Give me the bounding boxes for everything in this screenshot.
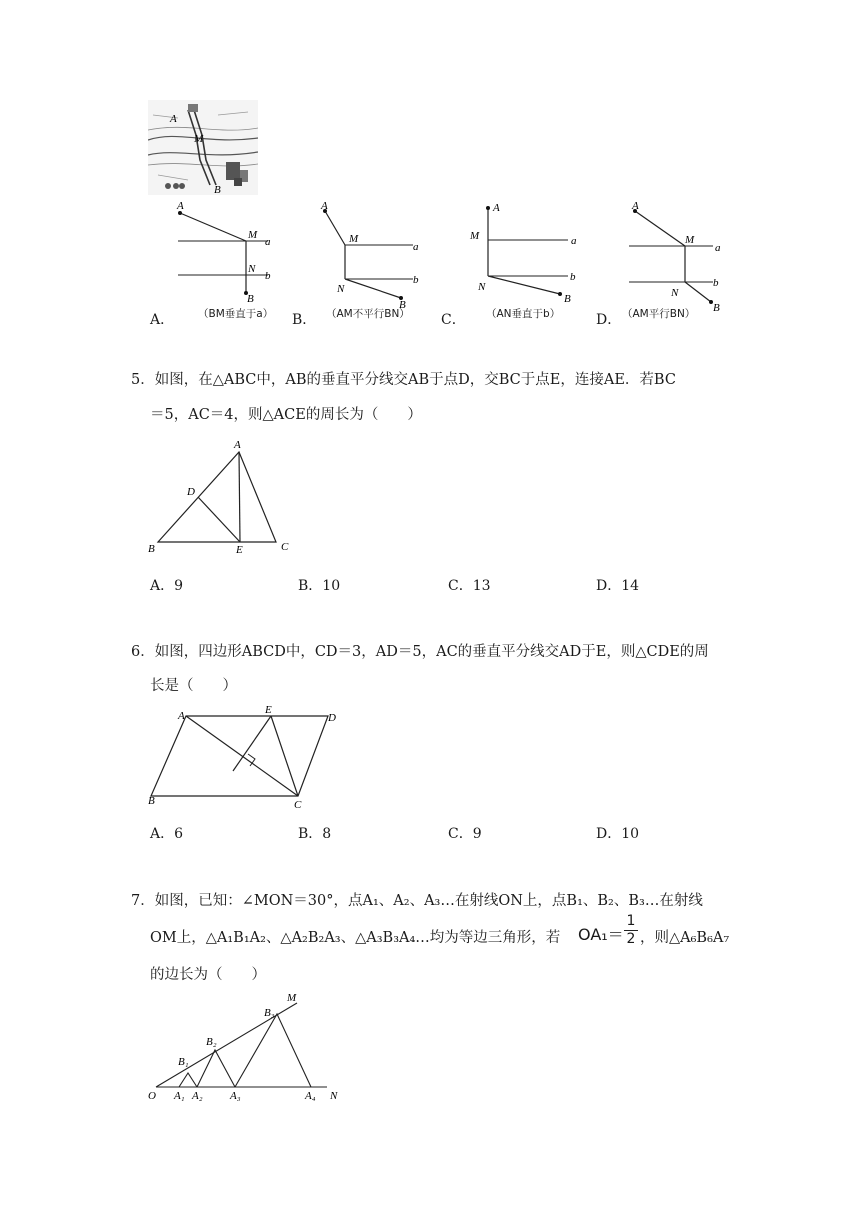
label-m: M <box>248 229 258 241</box>
label-e: E <box>265 704 272 716</box>
q5-option-a: A．9 <box>150 578 184 594</box>
label-line-b: b <box>265 270 271 282</box>
label-a1: A₁ <box>174 1090 185 1102</box>
label-b2: B₂ <box>206 1036 217 1048</box>
q7-stem-line1: 7．如图，已知：∠MON＝30°，点A₁、A₂、A₃…在射线ON上，点B₁、B₂、B₃…在射线 <box>131 893 703 909</box>
q5-option-b: B．10 <box>298 578 341 594</box>
label-line-b: b <box>413 274 419 286</box>
label-b3: B₃ <box>264 1007 275 1019</box>
label-d: D <box>187 486 195 498</box>
label-m: M <box>470 230 480 242</box>
q4-option-a-letter: A． <box>150 312 175 328</box>
label-line-a: a <box>715 242 721 254</box>
label-a: A <box>234 439 241 451</box>
label-n: N <box>337 283 345 295</box>
label-c: C <box>281 541 289 553</box>
label-a: A <box>321 200 328 212</box>
label-n: N <box>330 1090 338 1102</box>
label-n: N <box>248 263 256 275</box>
photo-label-a: A <box>170 113 177 125</box>
q4-option-c-letter: C． <box>441 312 466 328</box>
q7-fraction <box>624 914 638 947</box>
q4-option-b-caption: （AM不平行BN） <box>326 308 410 320</box>
label-line-a: a <box>265 236 271 248</box>
label-a4: A₄ <box>305 1090 316 1102</box>
label-a: A <box>178 710 185 722</box>
label-line-b: b <box>713 277 719 289</box>
label-a: A <box>632 200 639 212</box>
q7-fraction-denominator: 2 <box>626 931 636 947</box>
q7-fraction-numerator: 1 <box>626 913 636 929</box>
label-b1: B₁ <box>178 1056 189 1068</box>
label-a3: A₃ <box>230 1090 241 1102</box>
label-e: E <box>236 544 243 556</box>
label-a: A <box>177 200 184 212</box>
q4-option-c-caption: （AN垂直于b） <box>486 308 561 320</box>
label-b: B <box>247 293 254 305</box>
label-b: B <box>713 302 720 313</box>
q7-stem-line2b: ，则△A₆B₆A₇ <box>640 930 730 946</box>
q6-quadrilateral-diagram <box>140 700 360 810</box>
q7-formula-lhs: OA₁＝ <box>578 925 624 944</box>
q4-option-a-caption: （BM垂直于a） <box>198 308 274 320</box>
q5-stem-line1: 5．如图，在△ABC中，AB的垂直平分线交AB于点D，交BC于点E，连接AE．若BC <box>131 372 676 388</box>
label-n: N <box>671 287 679 299</box>
label-m: M <box>685 234 695 246</box>
q5-option-c: C．13 <box>448 578 491 594</box>
q6-option-c: C．9 <box>448 826 482 842</box>
label-b: B <box>399 299 406 310</box>
q6-option-d: D．10 <box>596 826 640 842</box>
label-a: A <box>493 202 500 214</box>
label-b: B <box>148 795 155 807</box>
q4-diagram-d <box>625 198 745 313</box>
photo-label-b: B <box>214 184 221 195</box>
label-a2: A₂ <box>192 1090 203 1102</box>
q7-stem-line3: 的边长为（ ） <box>150 967 266 983</box>
q6-stem-line2: 长是（ ） <box>150 678 237 694</box>
q6-stem-line1: 6．如图，四边形ABCD中，CD＝3，AD＝5，AC的垂直平分线交AD于E，则△CDE的周 <box>131 644 709 660</box>
label-d: D <box>328 712 336 724</box>
q5-stem-line2: ＝5，AC＝4，则△ACE的周长为（ ） <box>150 407 422 423</box>
q4-option-d-caption: （AM平行BN） <box>622 308 696 320</box>
q4-diagram-c <box>462 198 592 310</box>
label-b: B <box>564 293 571 305</box>
label-n: N <box>478 281 486 293</box>
q4-option-d-letter: D． <box>596 312 622 328</box>
label-c: C <box>294 799 302 810</box>
q5-option-d: D．14 <box>596 578 640 594</box>
photo-label-m: M <box>194 133 204 145</box>
label-line-b: b <box>570 271 576 283</box>
q5-triangle-diagram <box>140 436 300 558</box>
q4-diagram-b <box>315 198 435 310</box>
bridge-photo <box>148 100 258 195</box>
label-b: B <box>148 543 155 555</box>
q7-stem-line2a: OM上，△A₁B₁A₂、△A₂B₂A₃、△A₃B₃A₄…均为等边三角形，若 <box>150 930 561 946</box>
label-m: M <box>287 992 297 1004</box>
q7-equilateral-chain-diagram <box>140 988 360 1103</box>
label-o: O <box>148 1090 156 1102</box>
q6-option-b: B．8 <box>298 826 332 842</box>
q4-diagram-a <box>168 198 288 310</box>
label-m: M <box>349 233 359 245</box>
q4-option-b-letter: B． <box>292 312 317 328</box>
label-line-a: a <box>571 235 577 247</box>
q6-option-a: A．6 <box>150 826 184 842</box>
label-line-a: a <box>413 241 419 253</box>
